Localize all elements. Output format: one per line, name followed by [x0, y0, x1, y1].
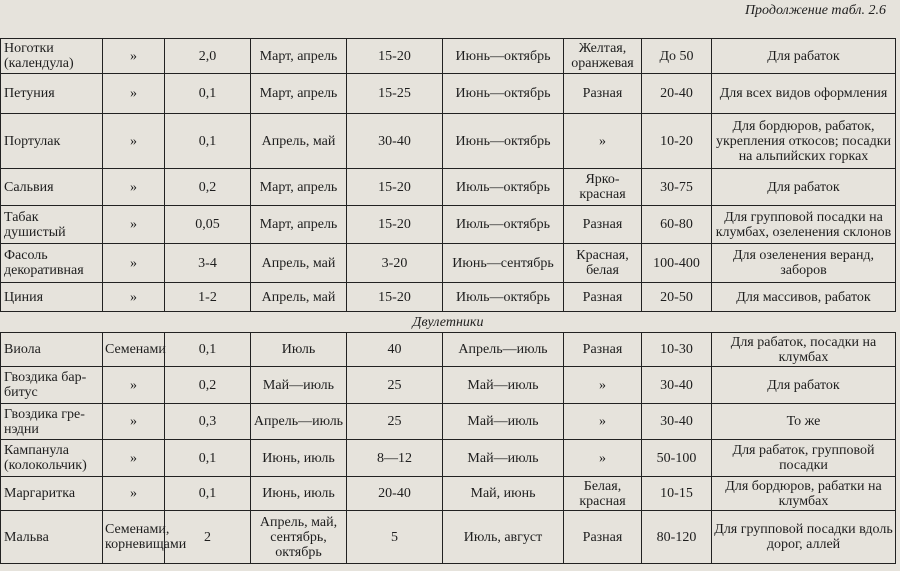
seed-norm-cell: 0,1 — [165, 477, 251, 511]
plant-name-cell: Мальва — [1, 511, 103, 564]
propagation-cell: » — [103, 169, 165, 206]
plant-height-cell: 25 — [347, 404, 443, 440]
bloom-period-cell: Май, июнь — [443, 477, 564, 511]
sowing-time-cell: Март, апрель — [251, 206, 347, 244]
usage-cell: Для всех видов оформления — [712, 74, 896, 114]
bloom-period-cell: Апрель—июль — [443, 333, 564, 367]
usage-cell: Для массивов, рабаток — [712, 283, 896, 312]
sowing-time-cell: Июль — [251, 333, 347, 367]
seed-norm-cell: 0,05 — [165, 206, 251, 244]
table-row — [1, 74, 896, 114]
seed-norm-cell: 0,2 — [165, 169, 251, 206]
spacing-cell: 10-20 — [642, 114, 712, 169]
flower-color-cell: Разная — [564, 283, 642, 312]
usage-cell: Для рабаток — [712, 169, 896, 206]
propagation-cell: » — [103, 206, 165, 244]
spacing-cell: 50-100 — [642, 440, 712, 477]
propagation-cell: » — [103, 283, 165, 312]
propagation-cell: » — [103, 114, 165, 169]
section-label: Двулетники — [1, 312, 896, 333]
bloom-period-cell: Июнь—октябрь — [443, 74, 564, 114]
sowing-time-cell: Май—июль — [251, 367, 347, 404]
sowing-time-cell: Март, апрель — [251, 39, 347, 74]
sowing-time-cell: Апрель, май — [251, 283, 347, 312]
propagation-cell: Семенами, корневищами — [103, 511, 165, 564]
spacing-cell: 30-40 — [642, 367, 712, 404]
spacing-cell: 30-40 — [642, 404, 712, 440]
bloom-period-cell: Июль—октябрь — [443, 206, 564, 244]
bloom-period-cell: Июнь—сентябрь — [443, 244, 564, 283]
usage-cell: Для рабаток — [712, 39, 896, 74]
usage-cell: Для бордюров, рабатки на клумбах — [712, 477, 896, 511]
flower-color-cell: » — [564, 440, 642, 477]
plant-height-cell: 15-20 — [347, 39, 443, 74]
seed-norm-cell: 0,1 — [165, 333, 251, 367]
seed-norm-cell: 3-4 — [165, 244, 251, 283]
plant-name-cell: Виола — [1, 333, 103, 367]
flower-color-cell: Разная — [564, 74, 642, 114]
table-row — [1, 169, 896, 206]
table-row — [1, 206, 896, 244]
table-row — [1, 333, 896, 367]
sowing-time-cell: Апрель, май — [251, 244, 347, 283]
plant-name-cell: Гвоздика гре-нэдни — [1, 404, 103, 440]
spacing-cell: 10-15 — [642, 477, 712, 511]
bloom-period-cell: Июнь—октябрь — [443, 114, 564, 169]
table-row — [1, 511, 896, 564]
plant-name-cell: Циния — [1, 283, 103, 312]
sowing-time-cell: Апрель, май, сентябрь, октябрь — [251, 511, 347, 564]
plant-height-cell: 3-20 — [347, 244, 443, 283]
sowing-time-cell: Апрель, май — [251, 114, 347, 169]
plant-height-cell: 20-40 — [347, 477, 443, 511]
sowing-time-cell: Июнь, июль — [251, 440, 347, 477]
bloom-period-cell: Июнь—октябрь — [443, 39, 564, 74]
plant-name-cell: Сальвия — [1, 169, 103, 206]
table-row — [1, 440, 896, 477]
spacing-cell: 80-120 — [642, 511, 712, 564]
plant-height-cell: 15-20 — [347, 169, 443, 206]
bloom-period-cell: Май—июль — [443, 367, 564, 404]
flower-color-cell: Разная — [564, 511, 642, 564]
plant-height-cell: 5 — [347, 511, 443, 564]
plant-name-cell: Гвоздика бар-битус — [1, 367, 103, 404]
seed-norm-cell: 2 — [165, 511, 251, 564]
flower-color-cell: Разная — [564, 333, 642, 367]
plants-table — [0, 38, 896, 564]
plant-name-cell: Табак душистый — [1, 206, 103, 244]
sowing-time-cell: Июнь, июль — [251, 477, 347, 511]
sowing-time-cell: Апрель—июль — [251, 404, 347, 440]
plant-height-cell: 15-20 — [347, 283, 443, 312]
usage-cell: Для групповой посадки вдоль дорог, аллей — [712, 511, 896, 564]
plant-name-cell: Портулак — [1, 114, 103, 169]
biennials-body — [1, 333, 896, 564]
plant-height-cell: 30-40 — [347, 114, 443, 169]
spacing-cell: 10-30 — [642, 333, 712, 367]
bloom-period-cell: Май—июль — [443, 404, 564, 440]
spacing-cell: 30-75 — [642, 169, 712, 206]
propagation-cell: » — [103, 244, 165, 283]
sowing-time-cell: Март, апрель — [251, 74, 347, 114]
annuals-body — [1, 39, 896, 312]
seed-norm-cell: 1-2 — [165, 283, 251, 312]
spacing-cell: 60-80 — [642, 206, 712, 244]
plant-name-cell: Петуния — [1, 74, 103, 114]
bloom-period-cell: Июль—октябрь — [443, 169, 564, 206]
usage-cell: Для групповой посадки на клумбах, озеленения склонов — [712, 206, 896, 244]
plant-height-cell: 25 — [347, 367, 443, 404]
section-row — [1, 312, 896, 333]
propagation-cell: Семенами — [103, 333, 165, 367]
bloom-period-cell: Июль—октябрь — [443, 283, 564, 312]
bloom-period-cell: Май—июль — [443, 440, 564, 477]
spacing-cell: 100-400 — [642, 244, 712, 283]
spacing-cell: 20-40 — [642, 74, 712, 114]
seed-norm-cell: 0,1 — [165, 114, 251, 169]
table-row — [1, 477, 896, 511]
flower-color-cell: Красная, белая — [564, 244, 642, 283]
plant-name-cell: Фасоль декоративная — [1, 244, 103, 283]
flower-color-cell: » — [564, 404, 642, 440]
plant-name-cell: Кампанула (колокольчик) — [1, 440, 103, 477]
flower-color-cell: Белая, красная — [564, 477, 642, 511]
spacing-cell: 20-50 — [642, 283, 712, 312]
table-row — [1, 283, 896, 312]
table-row — [1, 404, 896, 440]
plant-name-cell: Ноготки (календула) — [1, 39, 103, 74]
usage-cell: Для бордюров, рабаток, укрепления откосов; посадки на альпийских горках — [712, 114, 896, 169]
plant-height-cell: 8—12 — [347, 440, 443, 477]
propagation-cell: » — [103, 367, 165, 404]
table-row — [1, 114, 896, 169]
propagation-cell: » — [103, 440, 165, 477]
sowing-time-cell: Март, апрель — [251, 169, 347, 206]
flower-color-cell: » — [564, 114, 642, 169]
plant-height-cell: 40 — [347, 333, 443, 367]
seed-norm-cell: 0,3 — [165, 404, 251, 440]
seed-norm-cell: 0,1 — [165, 440, 251, 477]
table-row — [1, 367, 896, 404]
plant-height-cell: 15-25 — [347, 74, 443, 114]
propagation-cell: » — [103, 74, 165, 114]
table-row — [1, 244, 896, 283]
propagation-cell: » — [103, 477, 165, 511]
section-row-group — [1, 312, 896, 333]
seed-norm-cell: 2,0 — [165, 39, 251, 74]
table-row — [1, 39, 896, 74]
usage-cell: То же — [712, 404, 896, 440]
bloom-period-cell: Июль, август — [443, 511, 564, 564]
flower-color-cell: Разная — [564, 206, 642, 244]
plant-height-cell: 15-20 — [347, 206, 443, 244]
seed-norm-cell: 0,1 — [165, 74, 251, 114]
flower-color-cell: » — [564, 367, 642, 404]
usage-cell: Для озеленения веранд, заборов — [712, 244, 896, 283]
table-caption: Продолжение табл. 2.6 — [744, 3, 886, 18]
propagation-cell: » — [103, 404, 165, 440]
propagation-cell: » — [103, 39, 165, 74]
flower-color-cell: Желтая, оранжевая — [564, 39, 642, 74]
usage-cell: Для рабаток, групповой посадки — [712, 440, 896, 477]
usage-cell: Для рабаток — [712, 367, 896, 404]
spacing-cell: До 50 — [642, 39, 712, 74]
plant-name-cell: Маргаритка — [1, 477, 103, 511]
usage-cell: Для рабаток, посадки на клумбах — [712, 333, 896, 367]
flower-color-cell: Ярко-красная — [564, 169, 642, 206]
seed-norm-cell: 0,2 — [165, 367, 251, 404]
